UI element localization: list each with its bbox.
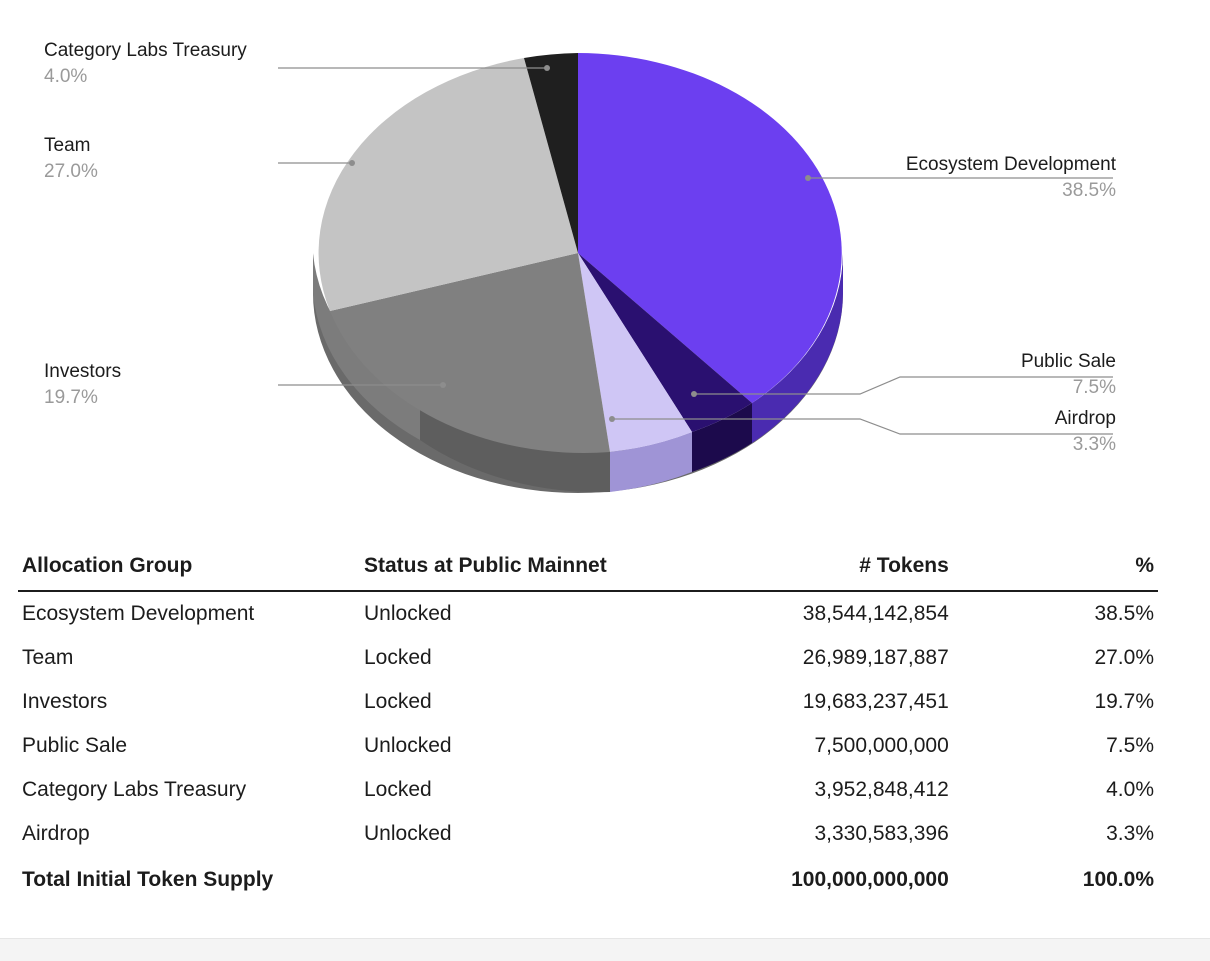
callout-name: Investors <box>44 361 122 382</box>
cell-tokens: 26,989,187,887 <box>802 646 949 669</box>
cell-group: Investors <box>22 690 108 713</box>
callout-name: Team <box>44 135 91 156</box>
table-header-row <box>18 548 1158 591</box>
allocation-table <box>18 548 1158 902</box>
cell-total-status <box>360 856 679 902</box>
table-row <box>18 812 1158 856</box>
table-row <box>18 591 1158 636</box>
cell-status: Unlocked <box>364 734 452 757</box>
cell-pct: 27.0% <box>1094 646 1154 669</box>
callout-pct: 19.7% <box>44 386 98 408</box>
table-row <box>18 636 1158 680</box>
cell-status: Locked <box>364 646 432 669</box>
callout-name: Category Labs Treasury <box>44 40 247 61</box>
callout-pct: 4.0% <box>44 65 88 87</box>
callout-name: Airdrop <box>1054 408 1116 429</box>
table-body <box>18 591 1158 902</box>
header-allocation-group: Allocation Group <box>18 548 360 591</box>
cell-tokens: 3,952,848,412 <box>814 778 949 801</box>
cell-group: Ecosystem Development <box>22 602 255 625</box>
cell-pct: 3.3% <box>1106 822 1154 845</box>
cell-total-label: Total Initial Token Supply <box>22 868 274 891</box>
pie-slices <box>319 53 842 453</box>
cell-total-pct: 100.0% <box>1082 868 1154 891</box>
cell-pct: 38.5% <box>1094 602 1154 625</box>
callout-pct: 27.0% <box>44 160 98 182</box>
table-row <box>18 724 1158 768</box>
table-total-row <box>18 856 1158 902</box>
cell-group: Public Sale <box>22 734 128 757</box>
cell-tokens: 7,500,000,000 <box>814 734 949 757</box>
callout-team <box>44 133 98 184</box>
callout-name: Public Sale <box>1020 351 1116 372</box>
callout-public-sale <box>1021 349 1116 400</box>
header-percent: % <box>953 548 1158 591</box>
cell-status: Unlocked <box>364 822 452 845</box>
cell-pct: 7.5% <box>1106 734 1154 757</box>
cell-group: Team <box>22 646 74 669</box>
cell-tokens: 38,544,142,854 <box>802 602 949 625</box>
cell-group: Airdrop <box>22 822 90 845</box>
cell-status: Locked <box>364 778 432 801</box>
header-status: Status at Public Mainnet <box>360 548 679 591</box>
table-row <box>18 680 1158 724</box>
callout-ecosystem-development <box>906 152 1116 203</box>
cell-pct: 4.0% <box>1106 778 1154 801</box>
cell-group: Category Labs Treasury <box>22 778 247 801</box>
page-footer-strip <box>0 938 1210 961</box>
table-row <box>18 768 1158 812</box>
callout-pct: 7.5% <box>1072 376 1116 398</box>
cell-status: Locked <box>364 690 432 713</box>
cell-pct: 19.7% <box>1094 690 1154 713</box>
callout-name: Ecosystem Development <box>905 154 1116 175</box>
callout-category-labs-treasury <box>44 38 247 89</box>
table-head <box>18 548 1158 591</box>
header-tokens: # Tokens <box>679 548 953 591</box>
cell-tokens: 3,330,583,396 <box>814 822 949 845</box>
cell-status: Unlocked <box>364 602 452 625</box>
callout-airdrop <box>1055 406 1116 457</box>
callout-pct: 3.3% <box>1072 433 1116 455</box>
allocation-table-wrapper <box>18 548 1158 902</box>
cell-tokens: 19,683,237,451 <box>802 690 949 713</box>
callout-pct: 38.5% <box>1062 179 1116 201</box>
cell-total-tokens: 100,000,000,000 <box>791 868 949 891</box>
callout-investors <box>44 359 121 410</box>
